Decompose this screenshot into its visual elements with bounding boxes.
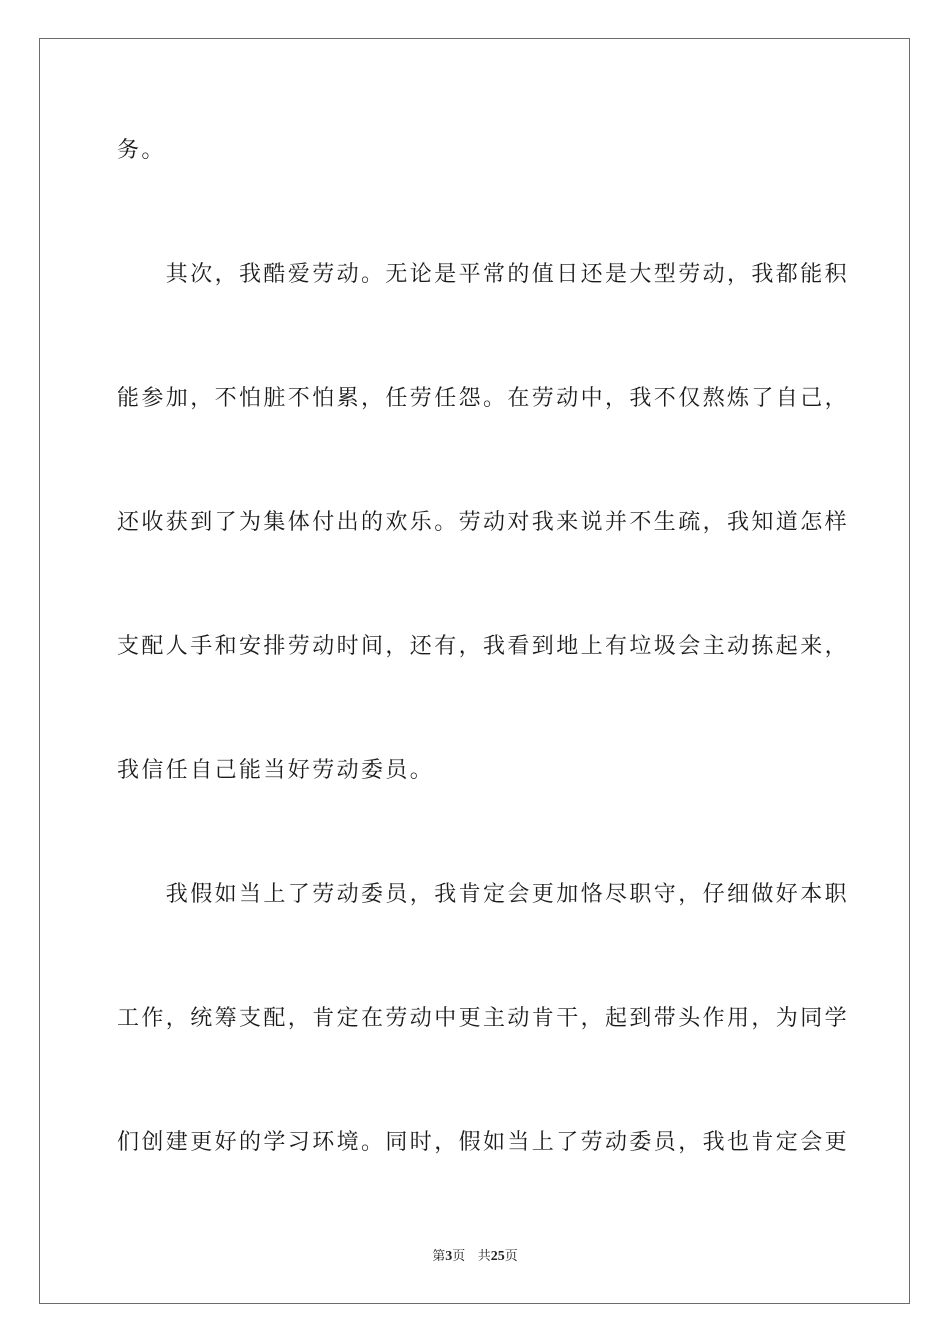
total-page-number: 25 bbox=[490, 1249, 505, 1264]
text-line: 其次，我酷爱劳动。无论是平常的值日还是大型劳动，我都能积 bbox=[117, 262, 850, 287]
footer-total-prefix: 共 bbox=[477, 1249, 491, 1264]
page-footer bbox=[0, 1248, 950, 1266]
text-line: 工作，统筹支配，肯定在劳动中更主动肯干，起到带头作用，为同学 bbox=[117, 1006, 850, 1031]
text-line: 我假如当上了劳动委员，我肯定会更加恪尽职守，仔细做好本职 bbox=[117, 882, 850, 907]
footer-prefix: 第 bbox=[432, 1249, 446, 1264]
text-line: 支配人手和安排劳动时间，还有，我看到地上有垃圾会主动拣起来， bbox=[117, 634, 850, 659]
text-line: 能参加，不怕脏不怕累，任劳任怨。在劳动中，我不仅熬炼了自己， bbox=[117, 386, 850, 411]
text-line: 们创建更好的学习环境。同时，假如当上了劳动委员，我也肯定会更 bbox=[117, 1130, 850, 1155]
footer-page-unit: 页 bbox=[452, 1249, 466, 1264]
text-line: 还收获到了为集体付出的欢乐。劳动对我来说并不生疏，我知道怎样 bbox=[117, 510, 850, 535]
text-line: 务。 bbox=[117, 138, 166, 163]
footer-total-unit: 页 bbox=[504, 1249, 518, 1264]
current-page-number: 3 bbox=[445, 1249, 453, 1264]
page-border bbox=[39, 38, 910, 1304]
text-line: 我信任自己能当好劳动委员。 bbox=[117, 758, 435, 783]
